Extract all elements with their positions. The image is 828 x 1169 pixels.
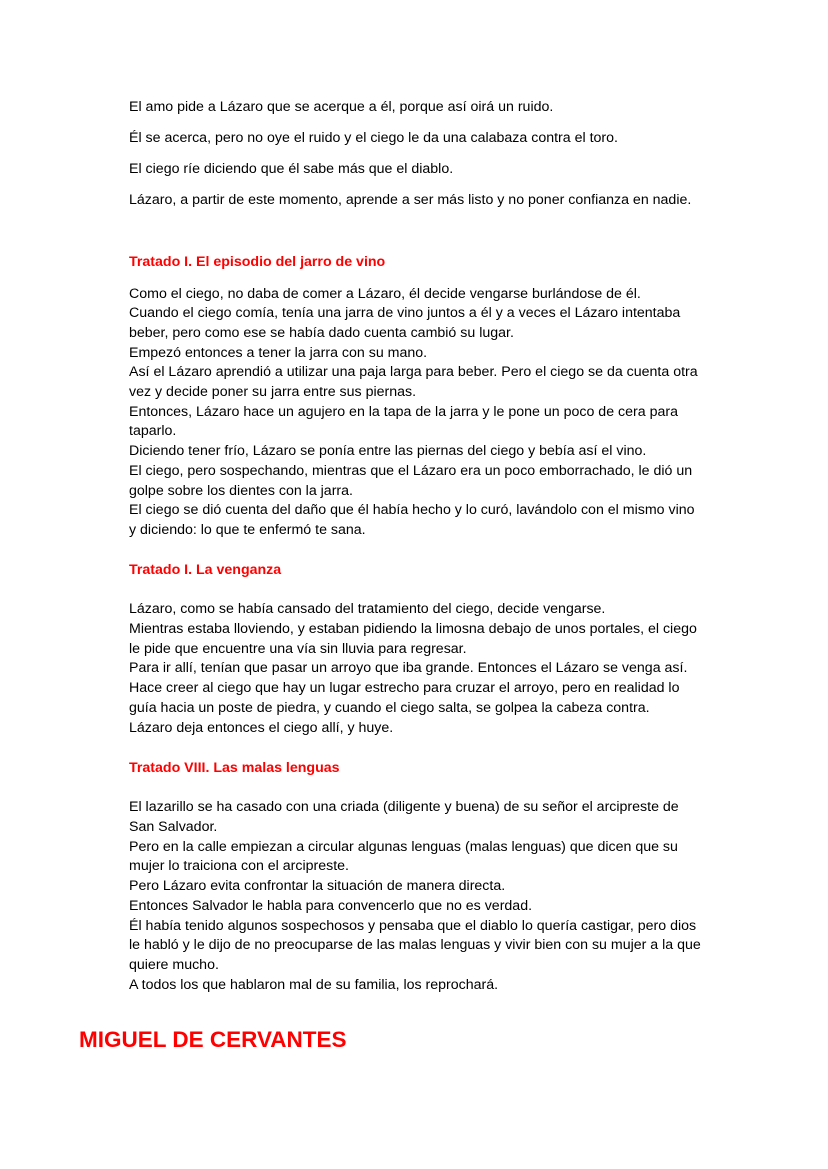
text-line: El lazarillo se ha casado con una criada (diligente y buena) de su señor el arcipreste de [129,799,679,815]
text-line: San Salvador. [129,819,218,835]
text-line: Así el Lázaro aprendió a utilizar una paja larga para beber. Pero el ciego se da cuenta otra [129,364,698,380]
text-line: le habló y le dijo de no preocuparse de las malas lenguas y vivir bien con su mujer a la que [129,937,701,953]
text-line: golpe sobre los dientes con la jarra. [129,483,353,499]
text-line: Cuando el ciego comía, tenía una jarra de vino juntos a él y a veces el Lázaro intentaba [129,305,681,321]
text-line: Pero Lázaro evita confrontar la situación de manera directa. [129,878,506,894]
section-heading-malas-lenguas: Tratado VIII. Las malas lenguas [129,760,340,776]
text-line: Lázaro, como se había cansado del tratamiento del ciego, decide vengarse. [129,601,606,617]
text-line: quiere mucho. [129,957,219,973]
text-line: y diciendo: lo que te enfermó te sana. [129,522,366,538]
text-line: Entonces, Lázaro hace un agujero en la tapa de la jarra y le pone un poco de cera para [129,404,678,420]
intro-paragraph: El ciego ríe diciendo que él sabe más que el diablo. [129,161,454,177]
text-line: Hace creer al ciego que hay un lugar estrecho para cruzar el arroyo, pero en realidad lo [129,680,680,696]
intro-paragraph: Él se acerca, pero no oye el ruido y el ciego le da una calabaza contra el toro. [129,130,618,146]
text-line: le pide que encuentre una vía sin lluvia para regresar. [129,641,467,657]
text-line: vez y decide poner su jarra entre sus piernas. [129,384,417,400]
text-line: taparlo. [129,423,177,439]
text-line: Lázaro deja entonces el ciego allí, y huye. [129,720,394,736]
intro-paragraph: Lázaro, a partir de este momento, aprende a ser más listo y no poner confianza en nadie. [129,192,692,208]
text-line: Empezó entonces a tener la jarra con su mano. [129,345,428,361]
section-heading-jarro-de-vino: Tratado I. El episodio del jarro de vino [129,254,386,270]
text-line: guía hacia un poste de piedra, y cuando el ciego salta, se golpea la cabeza contra. [129,700,650,716]
text-line: Él había tenido algunos sospechosos y pensaba que el diablo lo quería castigar, pero dios [129,918,697,934]
intro-paragraph: El amo pide a Lázaro que se acerque a él, porque así oirá un ruido. [129,99,554,115]
text-line: Entonces Salvador le habla para convencerlo que no es verdad. [129,898,533,914]
chapter-title: MIGUEL DE CERVANTES [79,1027,347,1052]
text-line: El ciego se dió cuenta del daño que él había hecho y lo curó, lavándolo con el mismo vino [129,502,695,518]
text-line: Diciendo tener frío, Lázaro se ponía entre las piernas del ciego y bebía así el vino. [129,443,647,459]
text-line: Como el ciego, no daba de comer a Lázaro, él decide vengarse burlándose de él. [129,286,641,302]
text-line: El ciego, pero sospechando, mientras que el Lázaro era un poco emborrachado, le dió un [129,463,693,479]
text-line: beber, pero como ese se había dado cuenta cambió su lugar. [129,325,514,341]
text-line: mujer lo traiciona con el arcipreste. [129,858,350,874]
text-line: Para ir allí, tenían que pasar un arroyo que iba grande. Entonces el Lázaro se venga así. [129,660,688,676]
text-line: Pero en la calle empiezan a circular algunas lenguas (malas lenguas) que dicen que su [129,839,678,855]
section-heading-la-venganza: Tratado I. La venganza [129,562,282,578]
text-line: Mientras estaba lloviendo, y estaban pidiendo la limosna debajo de unos portales, el ciego [129,621,697,637]
text-line: A todos los que hablaron mal de su familia, los reprochará. [129,977,499,993]
